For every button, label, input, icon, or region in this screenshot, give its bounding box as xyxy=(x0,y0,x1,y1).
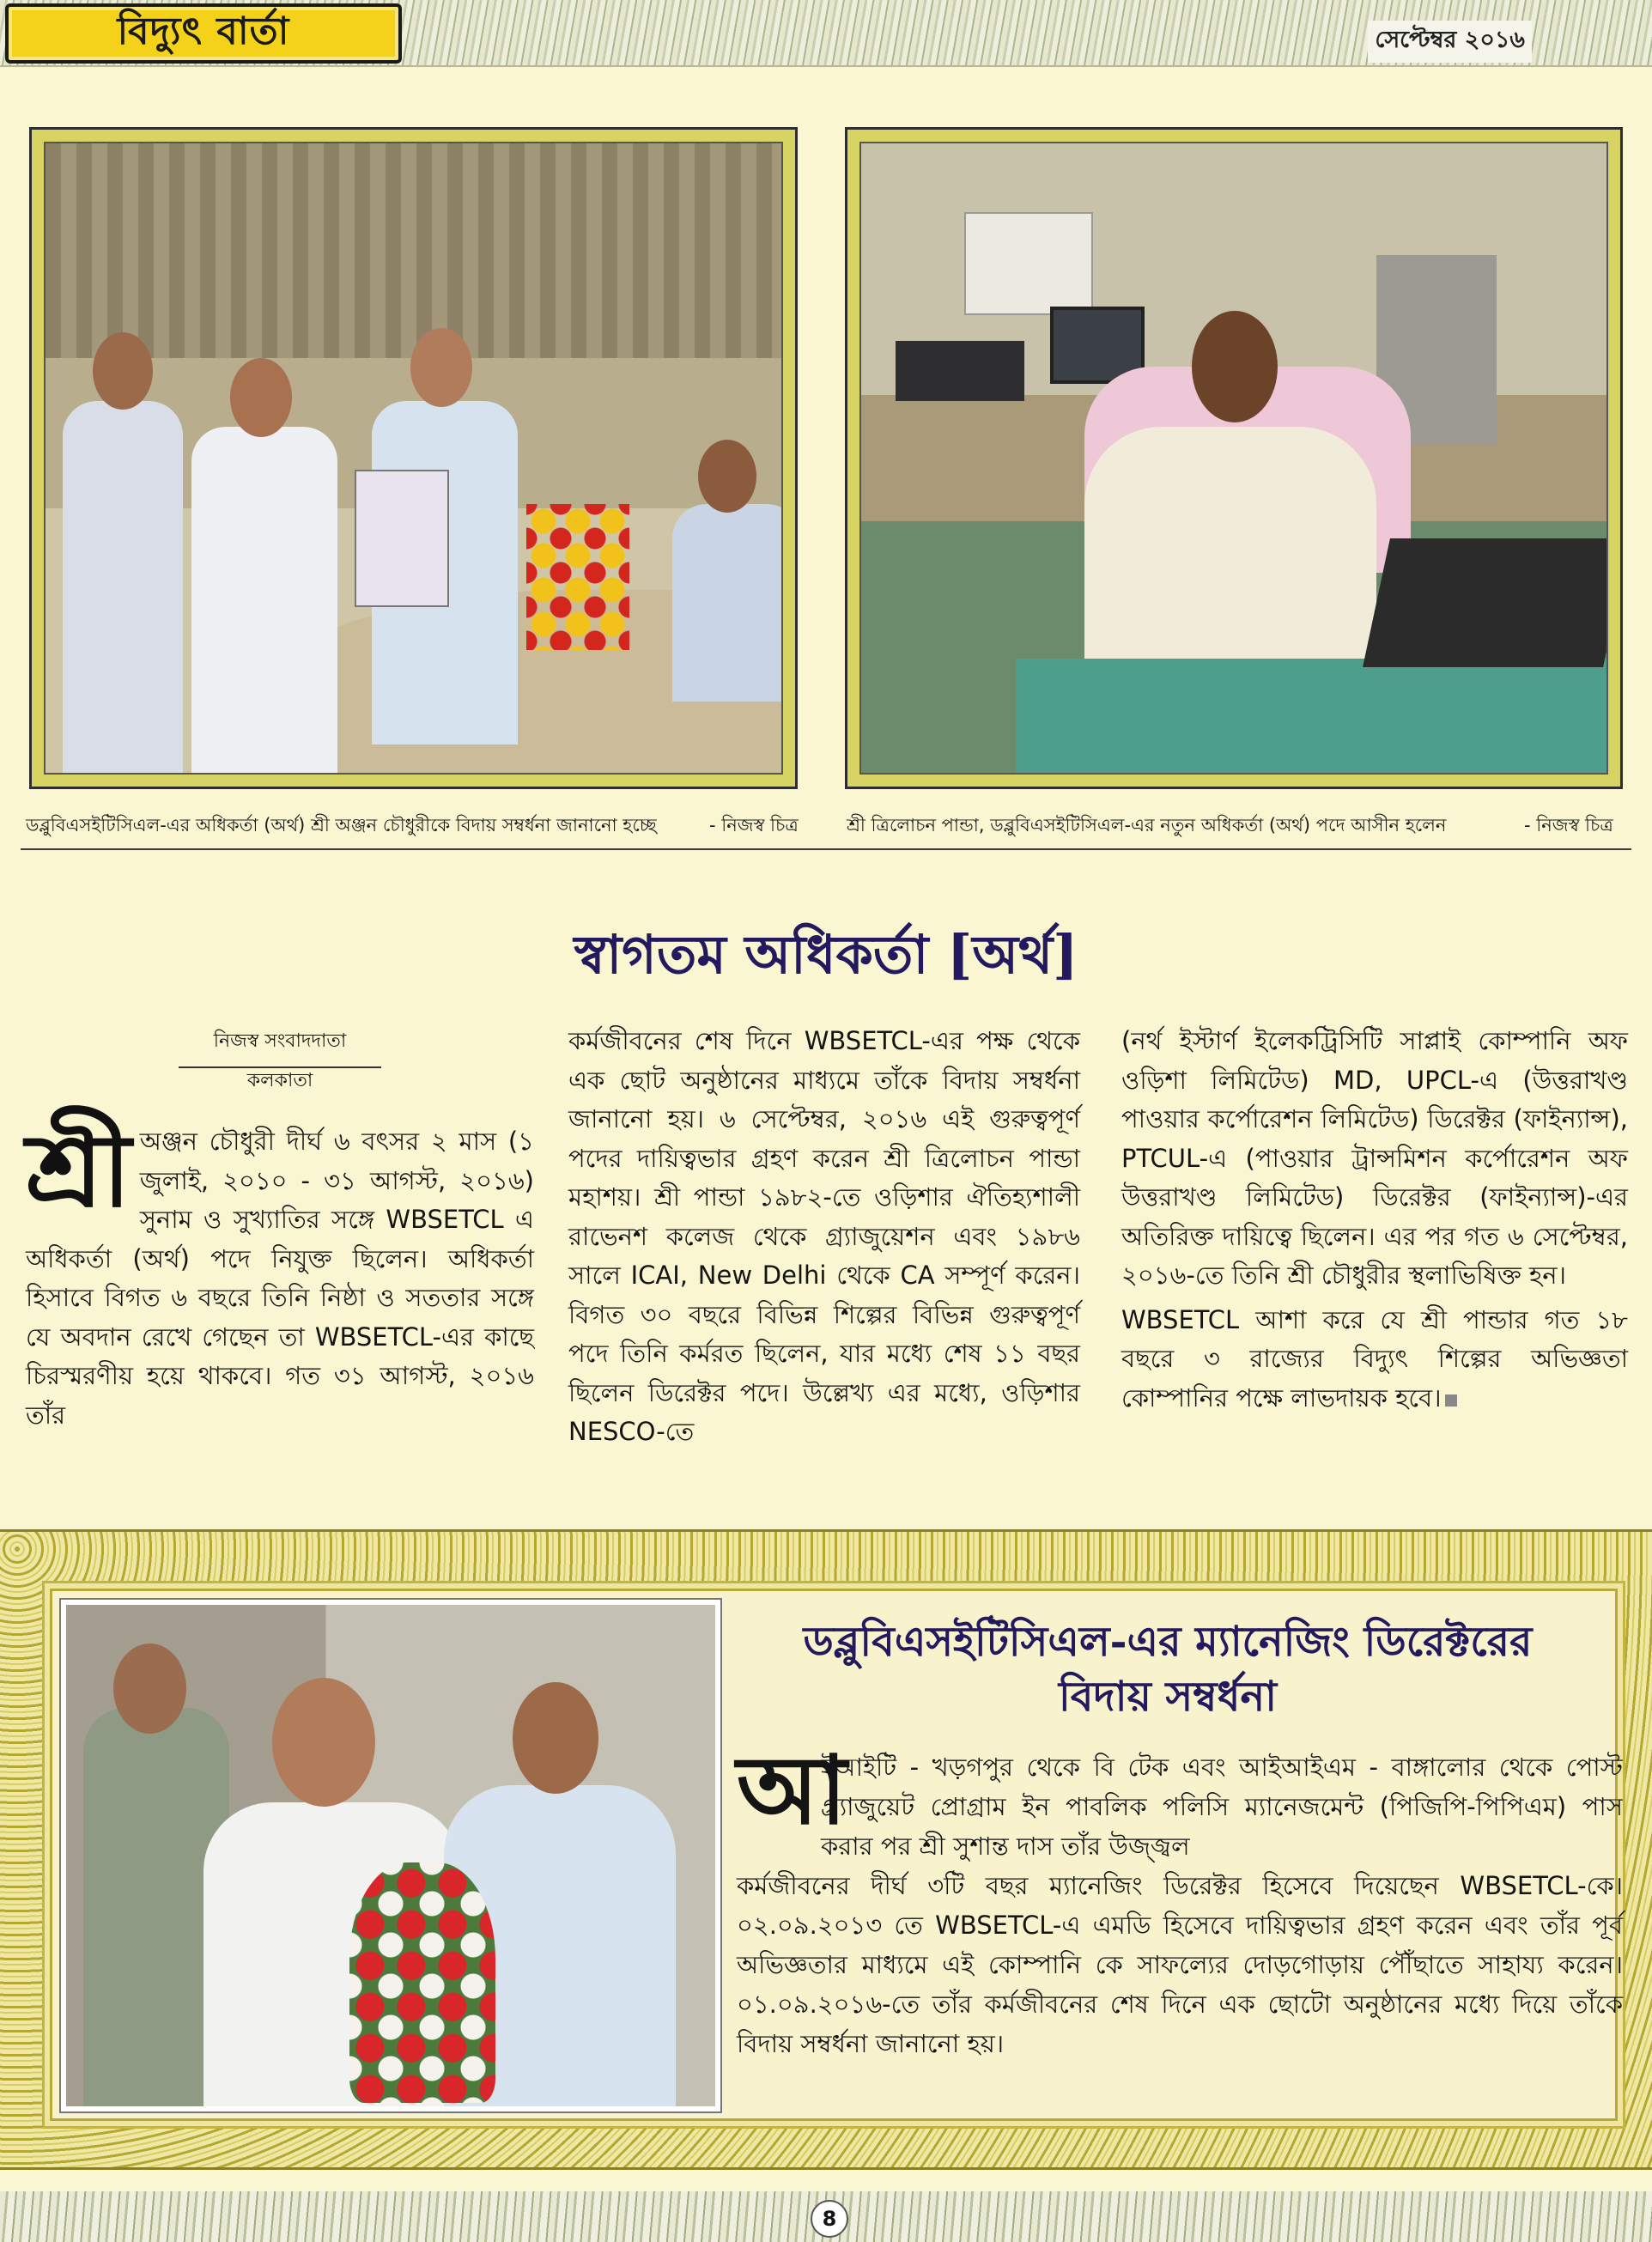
article-column-3 xyxy=(1121,1022,1628,1418)
md-headline-line-2: বিদায় সম্বর্ধনা xyxy=(1058,1673,1278,1721)
page-header xyxy=(0,0,1652,67)
page-number: 8 xyxy=(811,2200,848,2238)
end-mark-icon xyxy=(1445,1394,1457,1407)
dateline-location: কলকাতা xyxy=(246,1070,313,1091)
column-3-text: (নর্থ ইস্টার্ণ ইলেকট্রিসিটি সাপ্লাই কোম্পানি অফ ওড়িশা লিমিটেড) MD, UPCL-এ (উত্তরাখণ্ড পাওয়ার কর্পোরেশন লিমিটেড) ডিরেক্টর (ফাইন্যান্স), PTCUL-এ (পাওয়ার ট্রান্সমিশন কর্পোরেশন অফ উত্তরাখণ্ড লিমিটেড) ডিরেক্টর (ফাইন্যান্স)-এর অতিরিক্ত দায়িত্বে ছিলেন। এর পর গত ৬ সেপ্টেম্বর, ২০১৬-তে তিনি শ্রী চৌধুরীর স্থলাভিষিক্ত হন। xyxy=(1121,1026,1628,1290)
photo-caption-2: শ্রী ত্রিলোচন পান্ডা, ডব্লুবিএসইটিসিএল-এর নতুন অধিকর্তা (অর্থ) পদে আসীন হলেন xyxy=(847,815,1447,835)
new-director-photo xyxy=(859,142,1608,775)
drop-cap: শ্রী xyxy=(26,1110,131,1230)
column-1-text: অঞ্জন চৌধুরী দীর্ঘ ৬ বৎসর ২ মাস (১ জুলাই, ২০১০ - ৩১ আগস্ট, ২০১৬) সুনাম ও সুখ্যাতির সঙ্গে WBSETCL এ অধিকর্তা (অর্থ) পদে নিযুক্ত ছিলেন। অধিকর্তা হিসাবে বিগত ৬ বছরে তিনি নিষ্ঠা ও সততার সঙ্গে যে অবদান রেখে গেছেন তা WBSETCL-এর কাছে চিরস্মরণীয় হয়ে থাকবে। গত ৩১ আগস্ট, ২০১৬ তাঁর xyxy=(26,1127,534,1430)
article-headline: স্বাগতম অধিকর্তা [অর্থ] xyxy=(574,923,1078,986)
md-drop-cap: আ xyxy=(737,1735,847,1845)
article-column-2 xyxy=(568,1022,1080,1452)
magazine-logo xyxy=(5,3,402,64)
md-article-lead: ইআইটি - খড়গপুর থেকে বি টেক এবং আইআইএম - বাঙ্গালোর থেকে পোস্ট গ্র্যাজুয়েট প্রোগ্রাম ইন পাবলিক পলিসি ম্যানেজমেন্ট (পিজিপি-পিপিএম) পাস করার পর শ্রী সুশান্ত দাস তাঁর উজ্জ্বল xyxy=(821,1753,1623,1861)
photo-frame-new-director xyxy=(845,127,1623,789)
md-article-body: কর্মজীবনের দীর্ঘ ৩টি বছর ম্যানেজিং ডিরেক্টর হিসেবে দিয়েছেন WBSETCL-কে। ০২.০৯.২০১৩ তে WBSETCL-এ এমডি হিসেবে দায়িত্বভার গ্রহণ করেন এবং তাঁর পূর্ব অভিজ্ঞতার মাধ্যমে এই কোম্পানি কে সাফল্যের দোড়গোড়ায় পৌঁছাতে সাহায্য করেন। ০১.০৯.২০১৬-তে তাঁর কর্মজীবনের শেষ দিনে এক ছোটো অনুষ্ঠানের মধ্যে দিয়ে তাঁকে বিদায় সম্বর্ধনা জানানো হয়। xyxy=(737,1871,1623,2058)
issue-date: সেপ্টেম্বর ২০১৬ xyxy=(1368,21,1532,63)
article-column-1 xyxy=(26,1110,534,1435)
logo-text: বিদ্যুৎ বার্তা xyxy=(117,9,290,53)
md-farewell-headline xyxy=(713,1614,1623,1724)
photo-caption-1: ডব্লুবিএসইটিসিএল-এর অধিকর্তা (অর্থ) শ্রী অঞ্জন চৌধুরীকে বিদায় সম্বর্ধনা জানানো হচ্ছে xyxy=(26,815,657,835)
divider xyxy=(21,848,1631,850)
photo-frame-farewell xyxy=(29,127,798,789)
md-headline-line-1: ডব্লুবিএসইটিসিএল-এর ম্যানেজিং ডিরেক্টরের xyxy=(803,1618,1533,1666)
farewell-photo xyxy=(44,142,783,775)
byline: নিজস্ব সংবাদদাতা xyxy=(179,1026,381,1068)
column-2-text: কর্মজীবনের শেষ দিনে WBSETCL-এর পক্ষ থেকে এক ছোট অনুষ্ঠানের মাধ্যমে তাঁকে বিদায় সম্বর্ধনা জানানো হয়। ৬ সেপ্টেম্বর, ২০১৬ এই গুরুত্বপূর্ণ পদের দায়িত্বভার গ্রহণ করেন শ্রী ত্রিলোচন পান্ডা মহাশয়। শ্রী পান্ডা ১৯৮২-তে ওড়িশার ঐতিহ্যশালী রাভেনশ কলেজ থেকে গ্র্যাজুয়েশন এবং ১৯৮৬ সালে ICAI, New Delhi থেকে CA সম্পূর্ণ করেন। বিগত ৩০ বছরে বিভিন্ন শিল্পের বিভিন্ন গুরুত্বপূর্ণ পদে তিনি কর্মরত ছিলেন, যার মধ্যে শেষ ১১ বছর ছিলেন ডিরেক্টর পদে। উল্লেখ্য এর মধ্যে, ওড়িশার NESCO-তে xyxy=(568,1026,1080,1446)
md-farewell-photo xyxy=(61,1600,720,2111)
photo-credit-2: - নিজস্ব চিত্র xyxy=(1524,815,1613,835)
photo-credit-1: - নিজস্ব চিত্র xyxy=(709,815,799,835)
column-3-closing-text: WBSETCL আশা করে যে শ্রী পান্ডার গত ১৮ বছরে ৩ রাজ্যের বিদ্যুৎ শিল্পের অভিজ্ঞতা কোম্পানির পক্ষে লাভদায়ক হবে। xyxy=(1121,1304,1628,1413)
